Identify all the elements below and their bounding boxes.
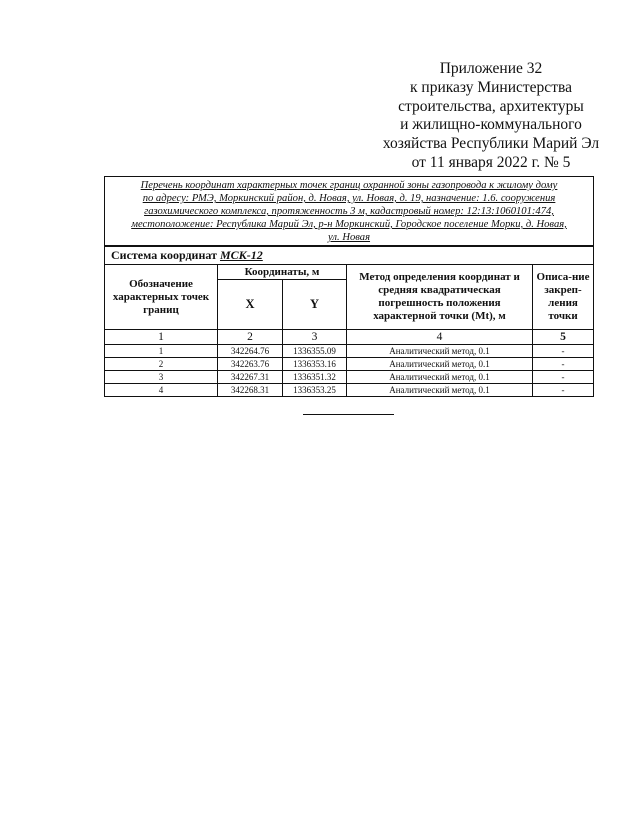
- coordinate-system-value: МСК-12: [219, 248, 263, 262]
- method-cell: Аналитический метод, 0.1: [347, 371, 533, 384]
- point-number: 1: [105, 345, 218, 358]
- table-row: [105, 371, 594, 384]
- header-coordinates: Координаты, м: [218, 265, 347, 280]
- appendix-line: Приложение 32: [439, 60, 543, 77]
- coordinates-table: [104, 176, 594, 397]
- appendix-line: от 11 января 2022 г. № 5: [411, 153, 571, 171]
- appendix-line: хозяйства Республики Марий Эл: [382, 135, 600, 153]
- appendix-line: и жилищно-коммунального: [400, 116, 582, 134]
- description-cell: -: [533, 371, 594, 384]
- table-title-line: Перечень координат характерных точек границ охранной зоны газопровода к жилому дому: [140, 180, 558, 191]
- table-title-line: местоположение: Республика Марий Эл, р-н Моркинский, Городское поселение Морки, д. Новая,: [131, 219, 567, 230]
- header-description: Описа-ние закреп-ления точки: [533, 265, 594, 330]
- coord-x: 342264.76: [218, 345, 283, 358]
- column-number: 1: [105, 330, 218, 345]
- table-row: [105, 358, 594, 371]
- method-cell: Аналитический метод, 0.1: [347, 345, 533, 358]
- point-number: 2: [105, 358, 218, 371]
- point-number: 3: [105, 371, 218, 384]
- description-cell: -: [533, 358, 594, 371]
- coord-y: 1336351.32: [283, 371, 347, 384]
- point-number: 4: [105, 384, 218, 397]
- order-appendix-header: [360, 60, 622, 173]
- column-numbers-row: [105, 330, 594, 345]
- table-title-line: газохимического комплекса, протяженность 3 м, кадастровый номер: 12:13:1060101:474,: [144, 206, 554, 217]
- description-cell: -: [533, 384, 594, 397]
- coordinate-system-row: [105, 246, 594, 265]
- table-row: [105, 345, 594, 358]
- table-title: [105, 177, 594, 247]
- column-number: 3: [283, 330, 347, 345]
- appendix-line: строительства, архитектуры: [398, 97, 584, 115]
- table-title-line: по адресу: РМЭ, Моркинский район, д. Новая, ул. Новая, д. 19, назначение: 1.6. сооружения: [142, 193, 556, 204]
- coord-y: 1336353.16: [283, 358, 347, 371]
- coord-x: 342268.31: [218, 384, 283, 397]
- header-y: Y: [283, 280, 347, 330]
- coord-x: 342263.76: [218, 358, 283, 371]
- column-number: 2: [218, 330, 283, 345]
- method-cell: Аналитический метод, 0.1: [347, 384, 533, 397]
- table-row: [105, 384, 594, 397]
- coord-y: 1336355.09: [283, 345, 347, 358]
- header-method: Метод определения координат и средняя квадратическая погрешность положения характерной точки (Mt), м: [347, 265, 533, 330]
- column-number: 5: [533, 330, 594, 345]
- description-cell: -: [533, 345, 594, 358]
- coordinate-system-label: Система координат: [111, 248, 217, 262]
- method-cell: Аналитический метод, 0.1: [347, 358, 533, 371]
- coord-x: 342267.31: [218, 371, 283, 384]
- appendix-line: к приказу Министерства: [410, 78, 572, 96]
- header-x: X: [218, 280, 283, 330]
- column-number: 4: [347, 330, 533, 345]
- table-title-line: ул. Новая: [328, 232, 371, 243]
- coord-y: 1336353.25: [283, 384, 347, 397]
- end-divider: [303, 414, 394, 415]
- header-point-designation: Обозначение характерных точек границ: [105, 265, 218, 330]
